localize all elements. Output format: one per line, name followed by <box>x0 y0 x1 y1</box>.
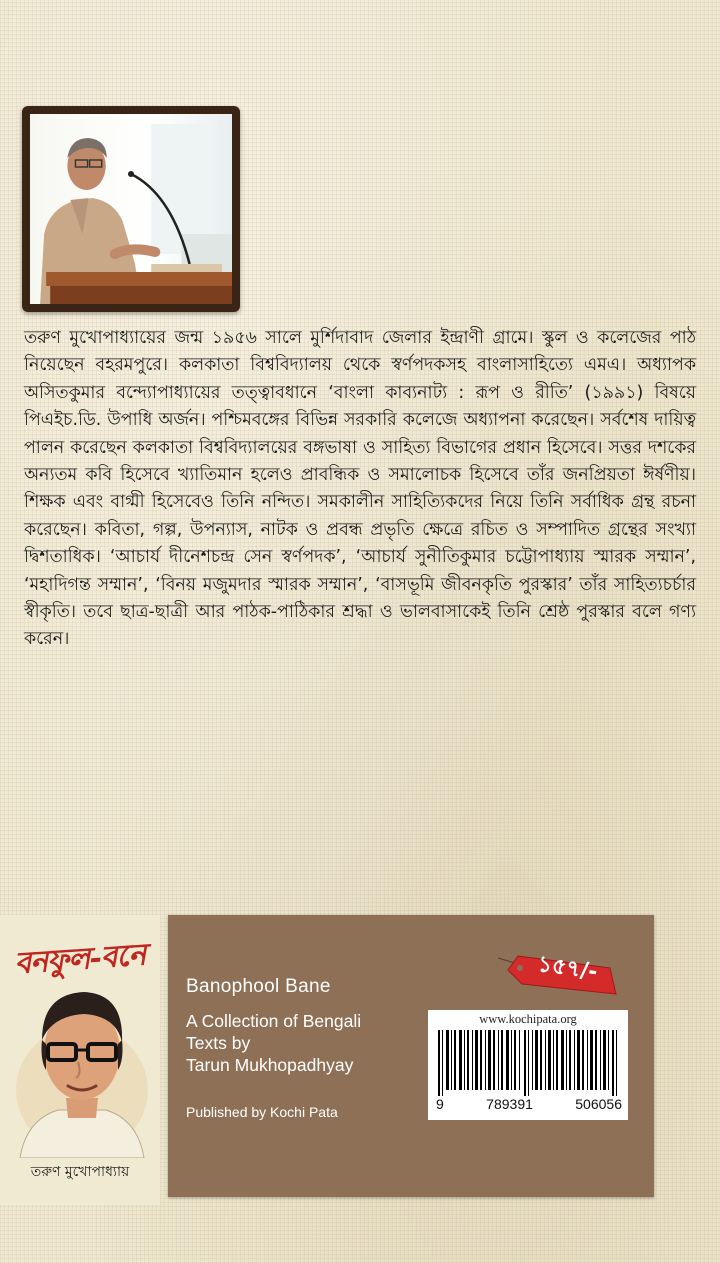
publisher-website: www.kochipata.org <box>479 1012 577 1026</box>
subtitle-line: A Collection of Bengali <box>186 1011 362 1031</box>
book-subtitle <box>186 1010 406 1076</box>
isbn-digit-group: 506056 <box>575 1096 622 1112</box>
isbn-digit-group: 9 <box>436 1096 444 1112</box>
isbn-digit-group: 789391 <box>486 1096 533 1112</box>
subtitle-line: Tarun Mukhopadhyay <box>186 1055 354 1075</box>
author-bio: তরুণ মুখোপাধ্যায়ের জন্ম ১৯৫৬ সালে মুর্শিদাবাদ জেলার ইন্দ্রাণী গ্রামে। স্কুল ও কলেজের পাঠ নিয়েছেন বহরমপুরে। কলকাতা বিশ্ববিদ্যালয় থেকে স্বর্ণপদকসহ বাংলাসাহিত্যে এমএ। অধ্যাপক অসিতকুমার বন্দ্যোপাধ্যায়ের তত্ত্বাবধানে ‘বাংলা কাব্যনাট্য : রূপ ও রীতি’ (১৯৯১) বিষয়ে পিএইচ.ডি. উপাধি অর্জন। পশ্চিমবঙ্গের বিভিন্ন সরকারি কলেজে অধ্যাপনা করেছেন। সর্বশেষ দায়িত্ব পালন করেছেন কলকাতা বিশ্ববিদ্যালয়ের বঙ্গভাষা ও সাহিত্য বিভাগের প্রধান হিসেবে। সত্তর দশকের অন্যতম কবি হিসেবে খ্যাতিমান হলেও প্রাবন্ধিক ও সমালোচক হিসেবে তাঁর জনপ্রিয়তা ঈর্ষণীয়। শিক্ষক এবং বাগ্মী হিসেবেও তিনি নন্দিত। সমকালীন সাহিত্যিকদের নিয়ে তিনি সর্বাধিক গ্রন্থ রচনা করেছেন। কবিতা, গল্প, উপন্যাস, নাটক ও প্রবন্ধ প্রভৃতি ক্ষেত্রে রচিত ও সম্পাদিত গ্রন্থের সংখ্যা দ্বিশতাধিক। ‘আচার্য দীনেশচন্দ্র সেন স্বর্ণপদক’, ‘আচার্য সুনীতিকুমার চট্টোপাধ্যায় স্মারক সম্মান’, ‘মহাদিগন্ত সম্মান’, ‘বিনয় মজুমদার স্মারক সম্মান’, ‘বাসভূমি জীবনকৃতি পুরস্কার’ তাঁর সাহিত্যচর্চার স্বীকৃতি। তবে ছাত্র-ছাত্রী আর পাঠক-পাঠিকার শ্রদ্ধা ও ভালবাসাকেই তিনি শ্রেষ্ঠ পুরস্কার বলে গণ্য করেন। <box>24 328 696 650</box>
isbn-digits <box>436 1096 622 1112</box>
barcode-bars <box>436 1030 622 1096</box>
publisher-line: Published by Kochi Pata <box>186 1104 338 1120</box>
cover-author-name: তরুণ মুখোপাধ্যায় <box>30 1164 130 1180</box>
book-title: Banophool Bane <box>186 976 331 997</box>
author-portrait-illustration <box>12 970 152 1158</box>
price-label: ১৫৭/- <box>536 951 600 986</box>
subtitle-line: Texts by <box>186 1033 251 1053</box>
cover-title: বনফুল-বনে <box>13 937 147 982</box>
author-photo <box>22 106 240 312</box>
